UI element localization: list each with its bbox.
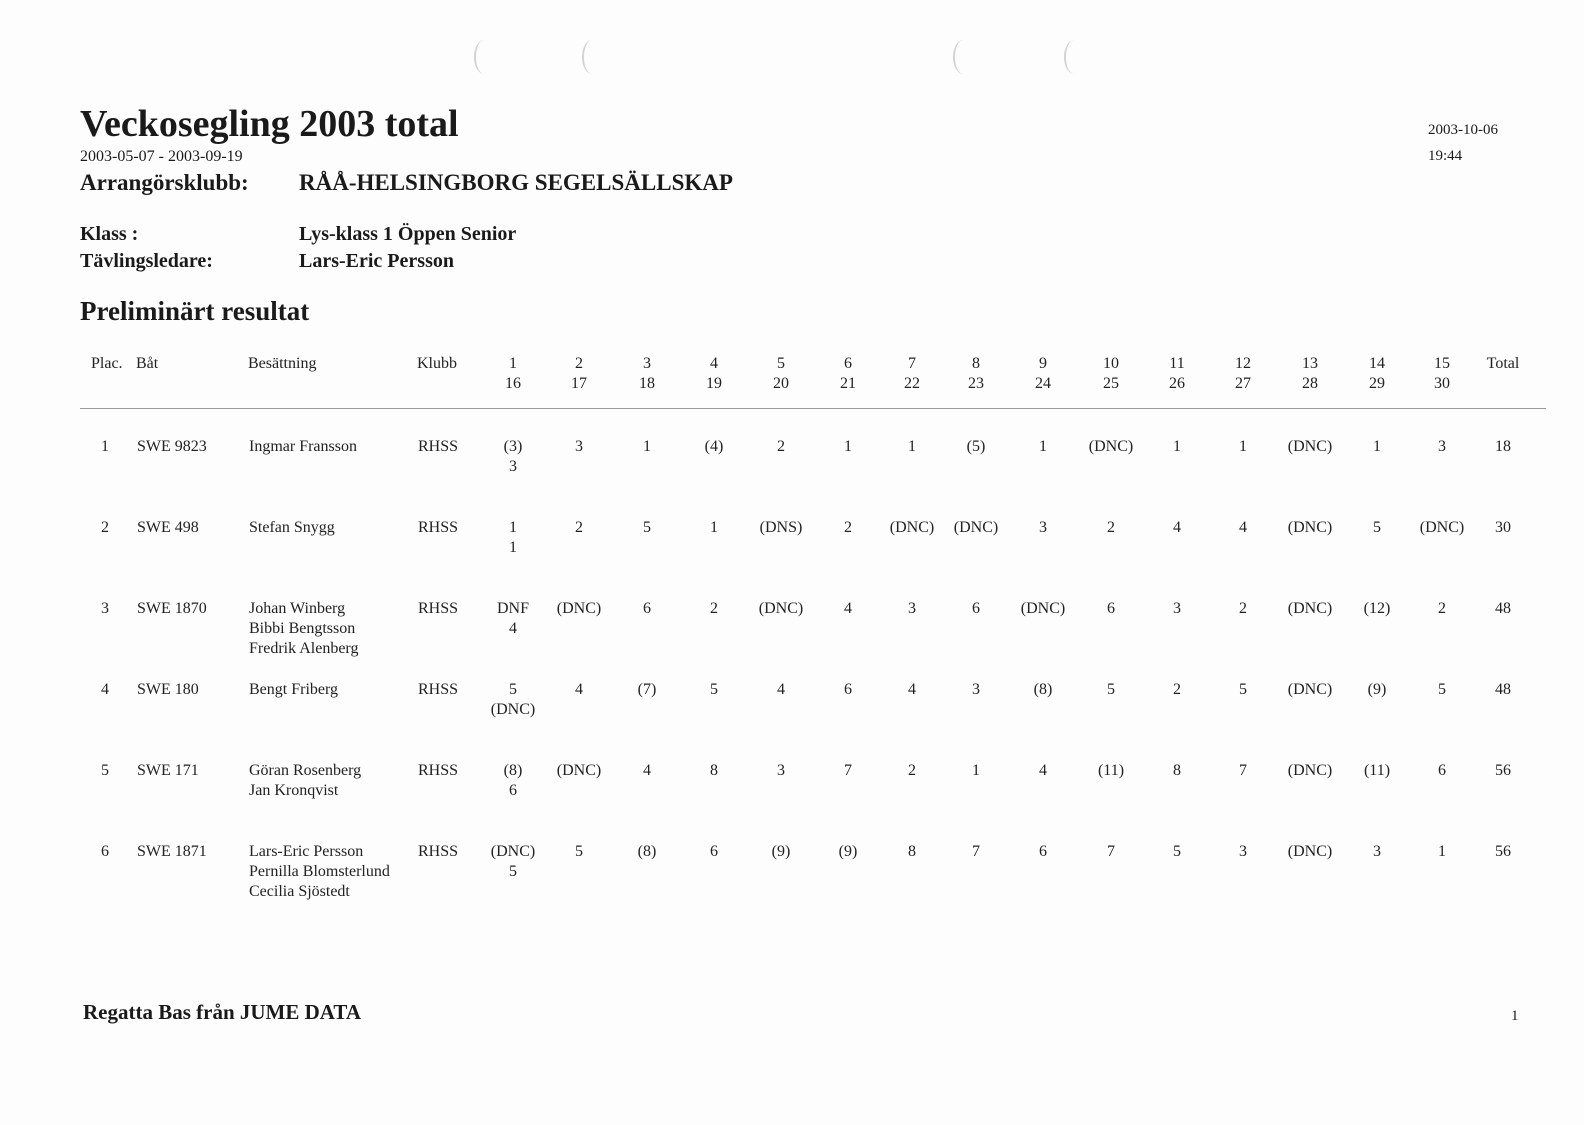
cell-race-result: 3: [777, 762, 785, 779]
header-plac: Plac.: [91, 355, 123, 372]
cell-race-result: 5: [643, 519, 651, 536]
cell-bat: SWE 1871: [137, 843, 207, 860]
cell-race-result: 6: [710, 843, 718, 860]
cell-race-result: 2: [575, 519, 583, 536]
cell-race-result: (DNC): [1287, 843, 1333, 860]
header-race-number: 1: [509, 355, 517, 372]
cell-klubb: RHSS: [418, 600, 459, 617]
cell-race-result: 2: [844, 519, 852, 536]
cell-bat: SWE 180: [137, 681, 199, 698]
cell-crew-member: Jan Kronqvist: [249, 782, 339, 799]
cell-race-result: 4: [1173, 519, 1181, 536]
cell-race-result: 1: [844, 438, 852, 455]
cell-crew-member: Lars-Eric Persson: [249, 843, 364, 860]
cell-race-result: 1: [1239, 438, 1247, 455]
cell-klubb: RHSS: [418, 438, 459, 455]
cell-race-result: 1: [1173, 438, 1181, 455]
cell-race-result: (DNC): [1088, 438, 1134, 455]
cell-race-result: 4: [1039, 762, 1047, 779]
cell-plac: 4: [101, 681, 109, 698]
cell-crew-member: Pernilla Blomsterlund: [249, 863, 390, 880]
cell-race-result: 4: [908, 681, 916, 698]
cell-race-result: 6: [1438, 762, 1446, 779]
cell-race-result: 4: [777, 681, 785, 698]
cell-race-result: (DNC): [1419, 519, 1465, 536]
cell-race-result: 4: [575, 681, 583, 698]
cell-race-result: (9): [1367, 681, 1387, 698]
cell-total: 56: [1495, 762, 1511, 779]
cell-klubb: RHSS: [418, 519, 459, 536]
header-race-number: 20: [773, 375, 789, 392]
cell-race-result: (DNC): [1020, 600, 1066, 617]
cell-bat: SWE 9823: [137, 438, 207, 455]
results-subtitle: Preliminärt resultat: [80, 296, 310, 326]
cell-race-result: (DNC): [490, 843, 536, 860]
header-race-number: 27: [1235, 375, 1251, 392]
header-race-number: 22: [904, 375, 920, 392]
cell-race-result: 6: [972, 600, 980, 617]
cell-race-result: 5: [509, 863, 517, 880]
cell-race-result: (12): [1363, 600, 1391, 617]
leader-label: Tävlingsledare:: [80, 250, 213, 272]
cell-race-result: (DNC): [1287, 519, 1333, 536]
cell-race-result: 2: [710, 600, 718, 617]
cell-race-result: 5: [1173, 843, 1181, 860]
cell-total: 56: [1495, 843, 1511, 860]
cell-race-result: 2: [908, 762, 916, 779]
header-race-number: 14: [1369, 355, 1385, 372]
cell-race-result: 1: [509, 519, 517, 536]
cell-crew-member: Johan Winberg: [249, 600, 346, 617]
cell-total: 48: [1495, 600, 1511, 617]
club-label: Arrangörsklubb:: [80, 170, 249, 195]
cell-race-result: 1: [710, 519, 718, 536]
cell-crew-member: Fredrik Alenberg: [249, 640, 359, 657]
cell-race-result: (DNC): [953, 519, 999, 536]
header-race-number: 10: [1103, 355, 1119, 372]
cell-race-result: (DNC): [556, 600, 602, 617]
header-race-number: 29: [1369, 375, 1385, 392]
header-race-number: 24: [1035, 375, 1051, 392]
cell-race-result: 7: [1107, 843, 1115, 860]
header-race-number: 5: [777, 355, 785, 372]
cell-race-result: 2: [1107, 519, 1115, 536]
cell-race-result: 5: [1373, 519, 1381, 536]
header-klubb: Klubb: [417, 355, 457, 372]
cell-crew-member: Cecilia Sjöstedt: [249, 883, 350, 900]
cell-race-result: 1: [509, 539, 517, 556]
leader-value: Lars-Eric Persson: [299, 250, 454, 272]
punch-hole-mark: [474, 40, 494, 74]
print-date: 2003-10-06: [1428, 122, 1498, 138]
cell-total: 30: [1495, 519, 1511, 536]
header-race-number: 9: [1039, 355, 1047, 372]
header-race-number: 25: [1103, 375, 1119, 392]
cell-race-result: 3: [1173, 600, 1181, 617]
cell-race-result: (DNC): [1287, 438, 1333, 455]
cell-race-result: 5: [509, 681, 517, 698]
punch-hole-mark: [953, 40, 973, 74]
header-race-number: 11: [1169, 355, 1185, 372]
cell-bat: SWE 1870: [137, 600, 207, 617]
cell-race-result: (8): [637, 843, 657, 860]
cell-race-result: (11): [1097, 762, 1125, 779]
cell-race-result: 3: [972, 681, 980, 698]
cell-race-result: 1: [1438, 843, 1446, 860]
class-value: Lys-klass 1 Öppen Senior: [299, 223, 517, 245]
cell-race-result: (3): [503, 438, 523, 455]
cell-race-result: 7: [844, 762, 852, 779]
cell-race-result: 4: [643, 762, 651, 779]
cell-plac: 2: [101, 519, 109, 536]
punch-hole-mark: [1064, 40, 1084, 74]
cell-klubb: RHSS: [418, 681, 459, 698]
cell-race-result: (DNS): [759, 519, 803, 536]
cell-race-result: 4: [1239, 519, 1247, 536]
cell-race-result: 3: [908, 600, 916, 617]
cell-race-result: (DNC): [758, 600, 804, 617]
punch-hole-mark: [582, 40, 602, 74]
header-race-number: 28: [1302, 375, 1318, 392]
cell-race-result: 5: [1107, 681, 1115, 698]
cell-race-result: 2: [1173, 681, 1181, 698]
cell-race-result: (DNC): [490, 701, 536, 718]
cell-total: 48: [1495, 681, 1511, 698]
cell-race-result: 3: [575, 438, 583, 455]
cell-race-result: (8): [1033, 681, 1053, 698]
header-total: Total: [1486, 355, 1520, 372]
cell-bat: SWE 498: [137, 519, 199, 536]
cell-race-result: 3: [1039, 519, 1047, 536]
cell-crew-member: Göran Rosenberg: [249, 762, 362, 779]
header-race-number: 16: [505, 375, 521, 392]
cell-bat: SWE 171: [137, 762, 199, 779]
cell-race-result: 8: [1173, 762, 1181, 779]
header-besattning: Besättning: [248, 355, 317, 372]
cell-race-result: (11): [1363, 762, 1391, 779]
cell-race-result: (4): [704, 438, 724, 455]
header-race-number: 8: [972, 355, 980, 372]
cell-total: 18: [1495, 438, 1511, 455]
cell-race-result: 3: [1373, 843, 1381, 860]
header-race-number: 17: [571, 375, 587, 392]
header-race-number: 3: [643, 355, 651, 372]
header-race-number: 13: [1302, 355, 1318, 372]
header-race-number: 6: [844, 355, 852, 372]
header-race-number: 15: [1434, 355, 1450, 372]
page-number: 1: [1511, 1008, 1519, 1024]
header-race-number: 19: [706, 375, 722, 392]
print-time: 19:44: [1428, 148, 1463, 164]
cell-race-result: (DNC): [1287, 681, 1333, 698]
cell-crew-member: Stefan Snygg: [249, 519, 335, 536]
cell-klubb: RHSS: [418, 762, 459, 779]
cell-race-result: 4: [509, 620, 517, 637]
cell-plac: 3: [101, 600, 109, 617]
cell-race-result: (DNC): [1287, 600, 1333, 617]
cell-race-result: 1: [1373, 438, 1381, 455]
cell-race-result: 1: [972, 762, 980, 779]
cell-race-result: (DNC): [889, 519, 935, 536]
header-race-number: 26: [1169, 375, 1185, 392]
footer-software: Regatta Bas från JUME DATA: [83, 1000, 362, 1024]
cell-race-result: (DNC): [1287, 762, 1333, 779]
header-divider: [80, 408, 1546, 409]
cell-plac: 5: [101, 762, 109, 779]
header-race-number: 30: [1434, 375, 1450, 392]
cell-race-result: 8: [710, 762, 718, 779]
cell-race-result: 1: [1039, 438, 1047, 455]
cell-race-result: (7): [637, 681, 657, 698]
cell-race-result: 6: [844, 681, 852, 698]
cell-race-result: DNF: [496, 600, 530, 617]
cell-crew-member: Ingmar Fransson: [249, 438, 357, 455]
cell-race-result: (8): [503, 762, 523, 779]
cell-plac: 1: [101, 438, 109, 455]
cell-crew-member: Bengt Friberg: [249, 681, 339, 698]
header-race-number: 23: [968, 375, 984, 392]
header-race-number: 18: [639, 375, 655, 392]
cell-race-result: 3: [1239, 843, 1247, 860]
header-race-number: 12: [1235, 355, 1251, 372]
cell-race-result: (9): [838, 843, 858, 860]
cell-race-result: 2: [1438, 600, 1446, 617]
header-bat: Båt: [136, 355, 159, 372]
header-race-number: 21: [840, 375, 856, 392]
cell-race-result: 6: [1107, 600, 1115, 617]
cell-race-result: 1: [643, 438, 651, 455]
club-value: RÅÅ-HELSINGBORG SEGELSÄLLSKAP: [299, 170, 733, 195]
cell-race-result: 3: [1438, 438, 1446, 455]
cell-race-result: 1: [908, 438, 916, 455]
cell-klubb: RHSS: [418, 843, 459, 860]
cell-race-result: 7: [1239, 762, 1247, 779]
cell-race-result: 5: [1239, 681, 1247, 698]
class-label: Klass :: [80, 223, 139, 245]
cell-race-result: 3: [509, 458, 517, 475]
cell-race-result: 7: [972, 843, 980, 860]
cell-race-result: (9): [771, 843, 791, 860]
cell-race-result: (5): [966, 438, 986, 455]
cell-race-result: 2: [1239, 600, 1247, 617]
header-race-number: 2: [575, 355, 583, 372]
cell-race-result: (DNC): [556, 762, 602, 779]
cell-crew-member: Bibbi Bengtsson: [249, 620, 356, 637]
header-race-number: 4: [710, 355, 718, 372]
cell-race-result: 6: [509, 782, 517, 799]
cell-race-result: 5: [1438, 681, 1446, 698]
header-race-number: 7: [908, 355, 916, 372]
cell-race-result: 8: [908, 843, 916, 860]
date-range: 2003-05-07 - 2003-09-19: [80, 148, 243, 165]
cell-race-result: 5: [710, 681, 718, 698]
cell-race-result: 6: [643, 600, 651, 617]
cell-plac: 6: [101, 843, 109, 860]
cell-race-result: 6: [1039, 843, 1047, 860]
cell-race-result: 2: [777, 438, 785, 455]
cell-race-result: 5: [575, 843, 583, 860]
page-title: Veckosegling 2003 total: [80, 103, 459, 145]
cell-race-result: 4: [844, 600, 852, 617]
